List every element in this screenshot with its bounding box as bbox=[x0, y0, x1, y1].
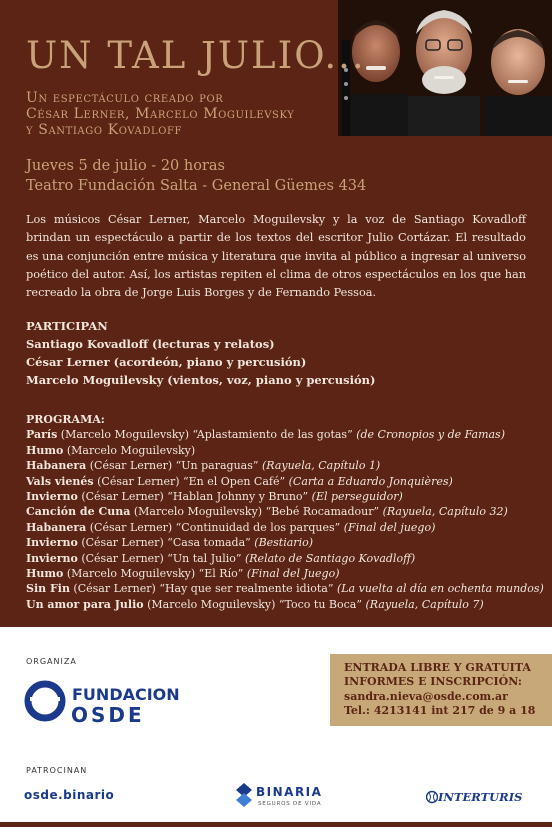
program-piece: Humo bbox=[26, 567, 64, 581]
program-piece: Invierno bbox=[26, 490, 78, 504]
program-detail: (César Lerner) “Casa tomada” bbox=[77, 536, 255, 550]
contact-email[interactable]: sandra.nieva@osde.com.ar bbox=[344, 689, 508, 703]
event-info bbox=[26, 156, 366, 196]
fundacion-osde-logo bbox=[24, 677, 196, 725]
program-source: (Final del juego) bbox=[343, 520, 436, 534]
program-detail: (César Lerner) “En el Open Café” bbox=[93, 474, 289, 488]
program-source: (de Cronopios y de Famas) bbox=[356, 428, 505, 442]
program-detail: (César Lerner) “Hay que ser realmente idiota” bbox=[69, 582, 337, 596]
participant-item: Santiago Kovadloff (lecturas y relatos) bbox=[26, 337, 275, 351]
program-item bbox=[26, 597, 544, 612]
program-item bbox=[26, 427, 544, 442]
program-item bbox=[26, 458, 544, 473]
program-item bbox=[26, 504, 544, 519]
binaria-logo bbox=[234, 782, 334, 812]
subtitle-line: y Santiago Kovadloff bbox=[26, 122, 183, 138]
event-venue: Teatro Fundación Salta - General Güemes 434 bbox=[26, 178, 367, 194]
program-piece: Invierno bbox=[26, 551, 78, 565]
program-detail: (Marcelo Moguilevsky) “Bebé Rocamadour” bbox=[130, 505, 383, 519]
binaria-tagline: SEGUROS DE VIDA bbox=[258, 801, 322, 807]
osde-logo-word: OSDE bbox=[71, 703, 145, 725]
program-source: (Final del Juego) bbox=[246, 567, 340, 581]
program-source: (Rayuela, Capítulo 32) bbox=[382, 505, 508, 519]
artists-photo bbox=[338, 0, 552, 136]
participant-item: César Lerner (acordeón, piano y percusión) bbox=[26, 355, 307, 369]
participant-item: Marcelo Moguilevsky (vientos, voz, piano y percusión) bbox=[26, 373, 376, 387]
interturis-logo bbox=[426, 788, 526, 808]
binaria-mark-icon bbox=[234, 782, 254, 808]
program-detail: (Marcelo Moguilevsky) bbox=[63, 443, 196, 457]
program-detail: (César Lerner) “Un tal Julio” bbox=[77, 551, 245, 565]
program-detail: (Marcelo Moguilevsky) “Aplastamiento de las gotas” bbox=[57, 428, 357, 442]
program-heading: PROGRAMA: bbox=[26, 413, 105, 426]
osde-binario-logo: osde.binario bbox=[24, 788, 115, 802]
event-date: Jueves 5 de julio - 20 horas bbox=[26, 158, 225, 174]
osde-logo-fundacion: FUNDACION bbox=[72, 685, 180, 704]
program-item bbox=[26, 474, 544, 489]
program-item bbox=[26, 489, 544, 504]
event-subtitle bbox=[26, 90, 295, 138]
program-item bbox=[26, 535, 544, 550]
registration-heading: INFORMES E INSCRIPCIÓN: bbox=[344, 675, 522, 689]
event-description: Los músicos César Lerner, Marcelo Moguilevsky y la voz de Santiago Kovadloff brindan un espectáculo a partir de los textos del escritor Julio Cortázar. El resultado es una conjunción entre música y literatura que invita al público a ingresar al universo poético del autor. Así, los artistas repiten el clima de otros espectáculos en los que han recreado la obra de Jorge Luis Borges y de Fernando Pessoa. bbox=[26, 213, 526, 300]
registration-info-box bbox=[330, 654, 552, 726]
program-piece: Invierno bbox=[26, 536, 78, 550]
program-detail: (César Lerner) “Continuidad de los parques” bbox=[86, 520, 344, 534]
bottom-rule bbox=[0, 822, 552, 827]
osde-logo-icon bbox=[24, 677, 196, 725]
program-item bbox=[26, 581, 544, 596]
program-source: (Relato de Santiago Kovadloff) bbox=[244, 551, 416, 565]
artists-photo-illustration bbox=[338, 0, 552, 136]
program-source: (La vuelta al día en ochenta mundos) bbox=[336, 582, 544, 596]
program-detail: (César Lerner) “Hablan Johnny y Bruno” bbox=[77, 490, 312, 504]
program-piece: Humo bbox=[26, 443, 64, 457]
program-source: (Rayuela, Capítulo 7) bbox=[365, 597, 484, 611]
program-item bbox=[26, 520, 544, 535]
program-detail: (Marcelo Moguilevsky) “Toco tu Boca” bbox=[143, 597, 366, 611]
program-piece: Habanera bbox=[26, 520, 87, 534]
subtitle-line: César Lerner, Marcelo Moguilevsky bbox=[26, 106, 295, 122]
participants-heading: PARTICIPAN bbox=[26, 319, 108, 333]
program-section bbox=[26, 412, 544, 612]
program-source: (Bestiario) bbox=[254, 536, 313, 550]
program-piece: París bbox=[26, 428, 58, 442]
contact-phone: Tel.: 4213141 int 217 de 9 a 18 bbox=[344, 704, 536, 718]
program-piece: Canción de Cuna bbox=[26, 505, 131, 519]
interturis-name: INTERTURIS bbox=[438, 790, 523, 804]
program-source: (Rayuela, Capítulo 1) bbox=[262, 459, 381, 473]
program-piece: Un amor para Julio bbox=[26, 597, 144, 611]
program-item bbox=[26, 566, 544, 581]
interturis-mark-icon bbox=[426, 788, 438, 806]
program-piece: Habanera bbox=[26, 459, 87, 473]
program-source: (Carta a Eduardo Jonquières) bbox=[288, 474, 453, 488]
subtitle-line: Un espectáculo creado por bbox=[26, 90, 224, 106]
program-source: (El perseguidor) bbox=[311, 490, 403, 504]
program-piece: Vals vienés bbox=[26, 474, 94, 488]
binaria-name: BINARIA bbox=[256, 785, 323, 799]
organiza-label: ORGANIZA bbox=[26, 657, 77, 666]
program-item bbox=[26, 443, 544, 458]
program-piece: Sin Fin bbox=[26, 582, 70, 596]
program-item bbox=[26, 551, 544, 566]
participants-section bbox=[26, 317, 375, 389]
free-entry-text: ENTRADA LIBRE Y GRATUITA bbox=[344, 661, 531, 674]
program-detail: (César Lerner) “Un paraguas” bbox=[86, 459, 262, 473]
patrocinan-label: PATROCINAN bbox=[26, 766, 88, 775]
event-title: UN TAL JULIO... bbox=[26, 34, 366, 77]
program-detail: (Marcelo Moguilevsky) “El Río” bbox=[63, 567, 247, 581]
